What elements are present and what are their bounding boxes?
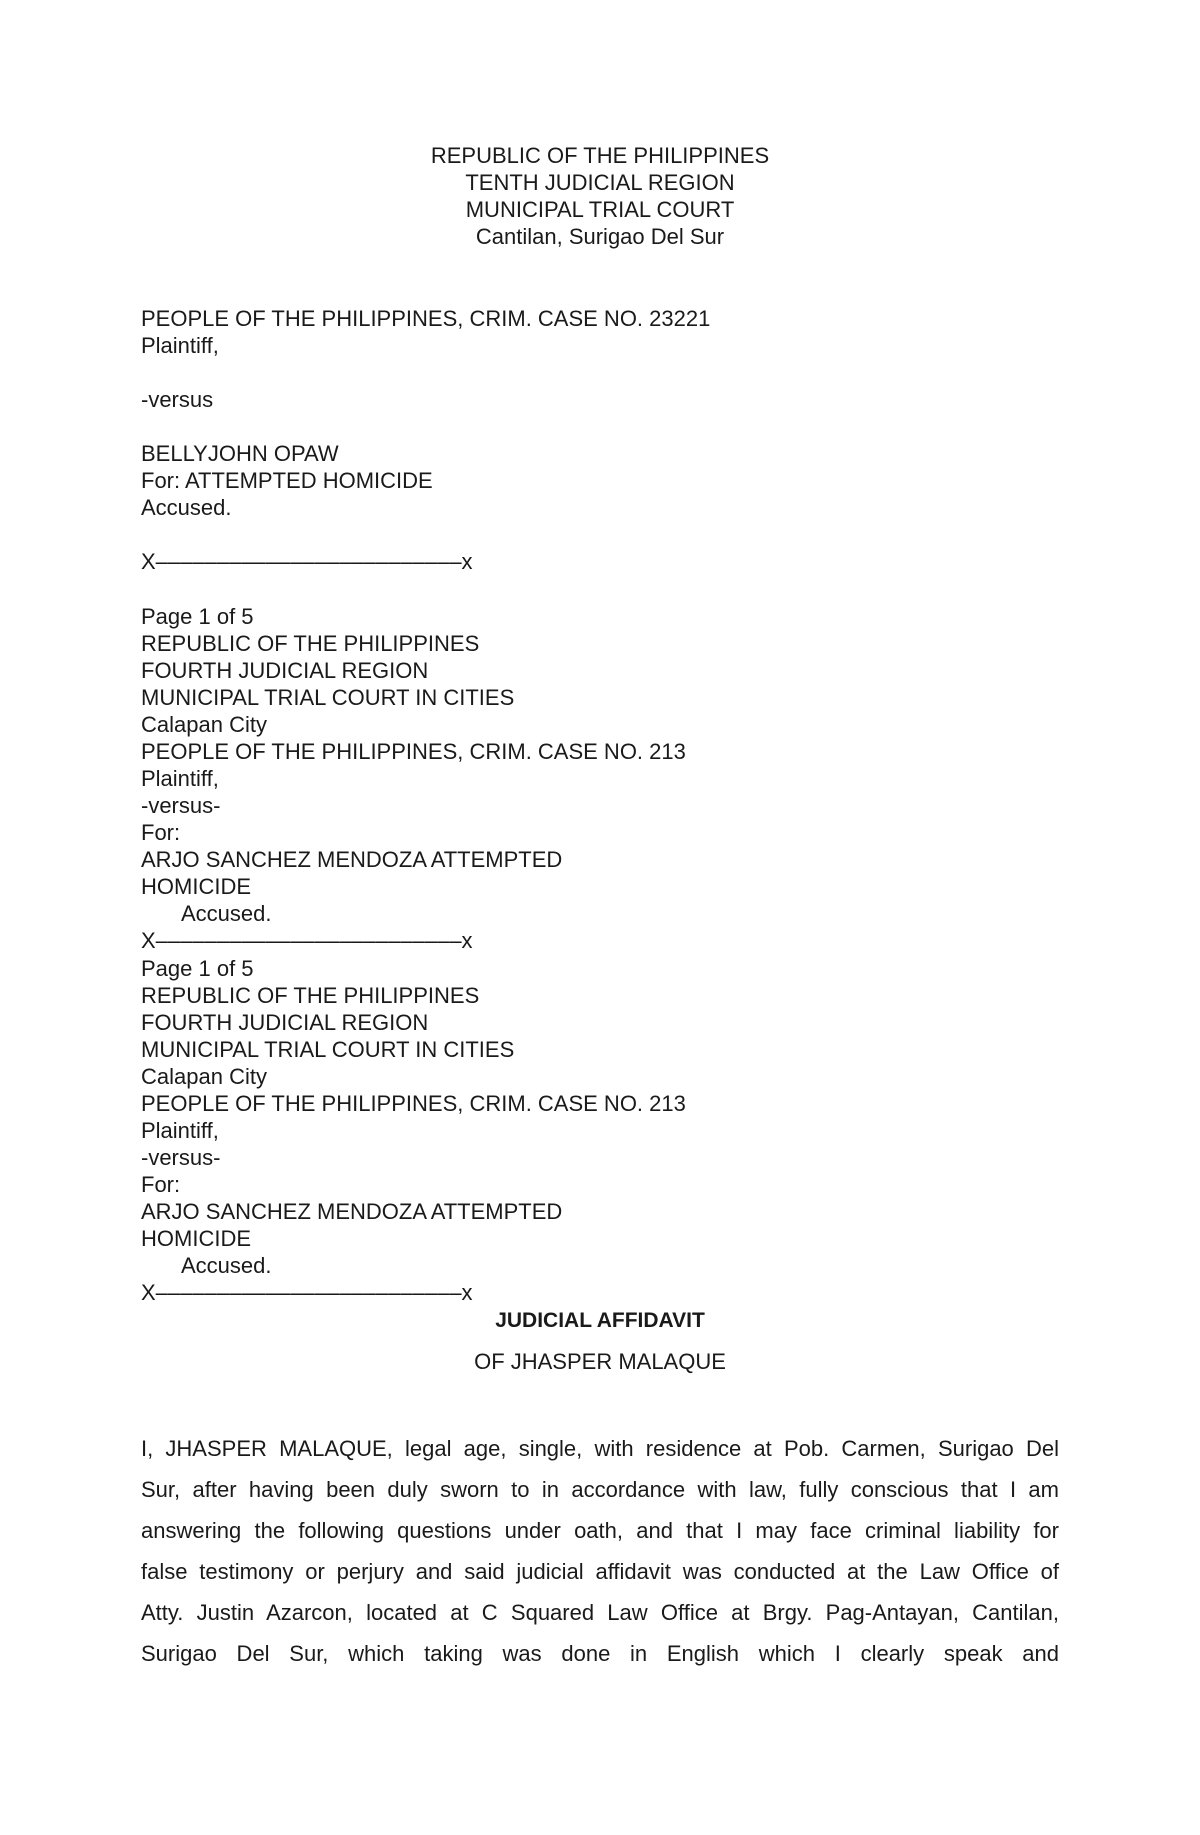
court-header [0,142,1200,250]
dup-plaintiff-label: Plaintiff, [141,1118,219,1143]
case-caption [141,305,710,575]
header-court: MUNICIPAL TRIAL COURT [465,197,735,222]
dup-republic: REPUBLIC OF THE PHILIPPINES [141,631,480,656]
dup-separator: X–––––––––––––––––––––––––x [141,1280,473,1305]
caption-separator: X–––––––––––––––––––––––––x [141,549,473,574]
dup-charge-cont: HOMICIDE [141,1226,251,1251]
header-location: Cantilan, Surigao Del Sur [475,224,725,249]
header-republic: REPUBLIC OF THE PHILIPPINES [430,143,770,168]
duplicate-caption-1 [141,603,686,954]
caption-accused-label: Accused. [141,495,232,520]
body-line: I, JHASPER MALAQUE, legal age, single, with residence at Pob. Carmen, Surigao Del [141,1436,1059,1461]
caption-accused-name: BELLYJOHN OPAW [141,441,339,466]
dup-city: Calapan City [141,1064,267,1089]
body-line: Sur, after having been duly sworn to in accordance with law, fully conscious that I am [141,1477,1059,1502]
caption-charge: For: ATTEMPTED HOMICIDE [141,468,433,493]
page-label: Page 1 of 5 [141,956,254,981]
dup-republic: REPUBLIC OF THE PHILIPPINES [141,983,480,1008]
spacer [141,521,710,548]
dup-accused-charge: ARJO SANCHEZ MENDOZA ATTEMPTED [141,847,563,872]
dup-court: MUNICIPAL TRIAL COURT IN CITIES [141,685,515,710]
caption-plaintiff-label: Plaintiff, [141,333,219,358]
body-line: false testimony or perjury and said judicial affidavit was conducted at the Law Office of [141,1559,1059,1584]
dup-for-label: For: [141,820,181,845]
dup-versus: -versus- [141,1145,221,1170]
dup-accused-charge: ARJO SANCHEZ MENDOZA ATTEMPTED [141,1199,563,1224]
document-subtitle: OF JHASPER MALAQUE [474,1349,726,1374]
dup-for-label: For: [141,1172,181,1197]
header-region: TENTH JUDICIAL REGION [465,170,735,195]
dup-region: FOURTH JUDICIAL REGION [141,658,429,683]
dup-accused-label: Accused. [181,901,272,926]
dup-plaintiff-label: Plaintiff, [141,766,219,791]
caption-plaintiff-line: PEOPLE OF THE PHILIPPINES, CRIM. CASE NO. 23221 [141,306,711,331]
dup-versus: -versus- [141,793,221,818]
dup-separator: X–––––––––––––––––––––––––x [141,928,473,953]
dup-region: FOURTH JUDICIAL REGION [141,1010,429,1035]
body-line: Atty. Justin Azarcon, located at C Squared Law Office at Brgy. Pag-Antayan, Cantilan, [141,1600,1059,1625]
dup-charge-cont: HOMICIDE [141,874,251,899]
dup-city: Calapan City [141,712,267,737]
spacer [141,359,710,386]
dup-plaintiff-line: PEOPLE OF THE PHILIPPINES, CRIM. CASE NO. 213 [141,739,686,764]
page-label: Page 1 of 5 [141,604,254,629]
dup-accused-label: Accused. [181,1253,272,1278]
dup-plaintiff-line: PEOPLE OF THE PHILIPPINES, CRIM. CASE NO. 213 [141,1091,686,1116]
caption-versus: -versus [141,387,214,412]
body-line: Surigao Del Sur, which taking was done in English which I clearly speak and [141,1641,1059,1666]
duplicate-caption-2 [141,955,686,1306]
spacer [141,413,710,440]
dup-court: MUNICIPAL TRIAL COURT IN CITIES [141,1037,515,1062]
body-line: answering the following questions under oath, and that I may face criminal liability for [141,1518,1059,1543]
document-title: JUDICIAL AFFIDAVIT [495,1309,705,1332]
affidavit-body [141,1428,1059,1674]
